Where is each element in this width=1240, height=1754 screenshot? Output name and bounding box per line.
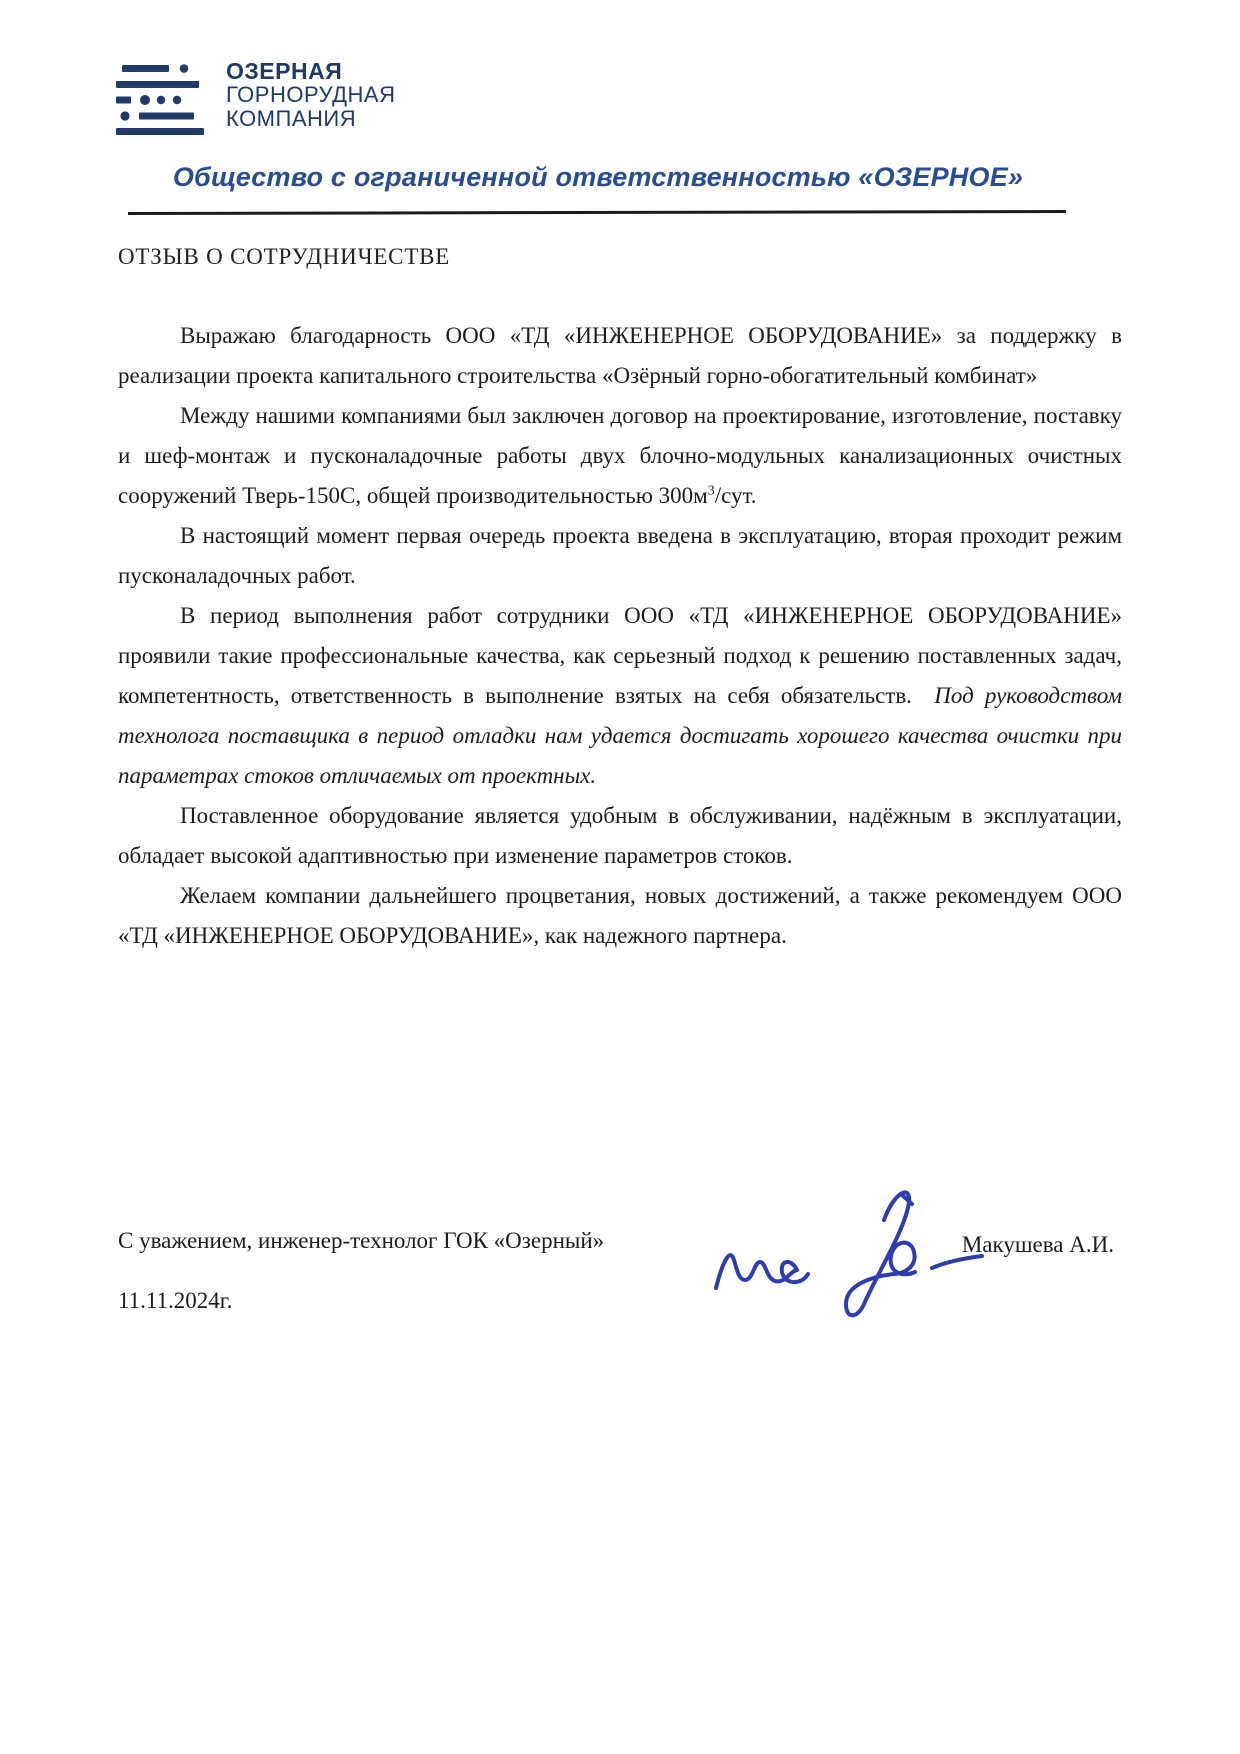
logo-word-kompaniya: КОМПАНИЯ bbox=[226, 106, 357, 131]
paragraph-4-normal: В период выполнения работ сотрудники ООО «ТД «ИНЖЕНЕРНОЕ ОБОРУДОВАНИЕ» проявили такие профессиональные качества, как серьезный подход к решению поставленных задач, компетентность, ответственность в выполнение взятых на себя обязательств. bbox=[118, 603, 1122, 708]
signoff-text: С уважением, инженер-технолог ГОК «Озерный» bbox=[118, 1228, 605, 1253]
letter-body bbox=[118, 316, 1122, 956]
cubic-meter-superscript: 3 bbox=[707, 483, 715, 499]
letter-date: 11.11.2024г. bbox=[118, 1288, 233, 1313]
logo-word-ozernaya: ОЗЕРНАЯ bbox=[226, 58, 343, 84]
paragraph-2-tail: /сут. bbox=[714, 483, 757, 508]
letterhead-title: Общество с ограниченной ответственностью «ОЗЕРНОЕ» bbox=[172, 162, 1024, 192]
paragraph-4 bbox=[118, 596, 1122, 796]
paragraph-2-text: Между нашими компаниями был заключен договор на проектирование, изготовление, поставку и шеф-монтаж и пусконаладочные работы двух блочно-модульных канализационных очистных сооружений Тверь-150С, общей производительностью 300м bbox=[118, 403, 1122, 508]
signer-name: Макушева А.И. bbox=[961, 1232, 1114, 1257]
logo-word-gornorudnaya: ГОРНОРУДНАЯ bbox=[226, 82, 396, 107]
paragraph-6: Желаем компании дальнейшего процветания, новых достижений, а также рекомендуем ООО «ТД «ИНЖЕНЕРНОЕ ОБОРУДОВАНИЕ», как надежного партнера. bbox=[118, 883, 1122, 948]
paragraph-2 bbox=[118, 396, 1122, 516]
paragraph-1: Выражаю благодарность ООО «ТД «ИНЖЕНЕРНОЕ ОБОРУДОВАНИЕ» за поддержку в реализации проекта капитального строительства «Озёрный горно-обогатительный комбинат» bbox=[118, 323, 1122, 388]
paragraph-4-italic: Под руководством технолога поставщика в период отладки нам удается достигать хорошего качества очистки при параметрах стоков отличаемых от проектных. bbox=[118, 683, 1122, 788]
paragraph-3: В настоящий момент первая очередь проекта введена в эксплуатацию, вторая проходит режим пусконаладочных работ. bbox=[118, 523, 1122, 588]
company-logo bbox=[116, 55, 396, 139]
header-divider bbox=[128, 210, 1066, 215]
company-logo-icon bbox=[116, 61, 208, 139]
document-heading: ОТЗЫВ О СОТРУДНИЧЕСТВЕ bbox=[118, 244, 451, 269]
paragraph-5: Поставленное оборудование является удобным в обслуживании, надёжным в эксплуатации, обладает высокой адаптивностью при изменение параметров стоков. bbox=[118, 803, 1122, 868]
company-logo-text bbox=[226, 59, 396, 131]
